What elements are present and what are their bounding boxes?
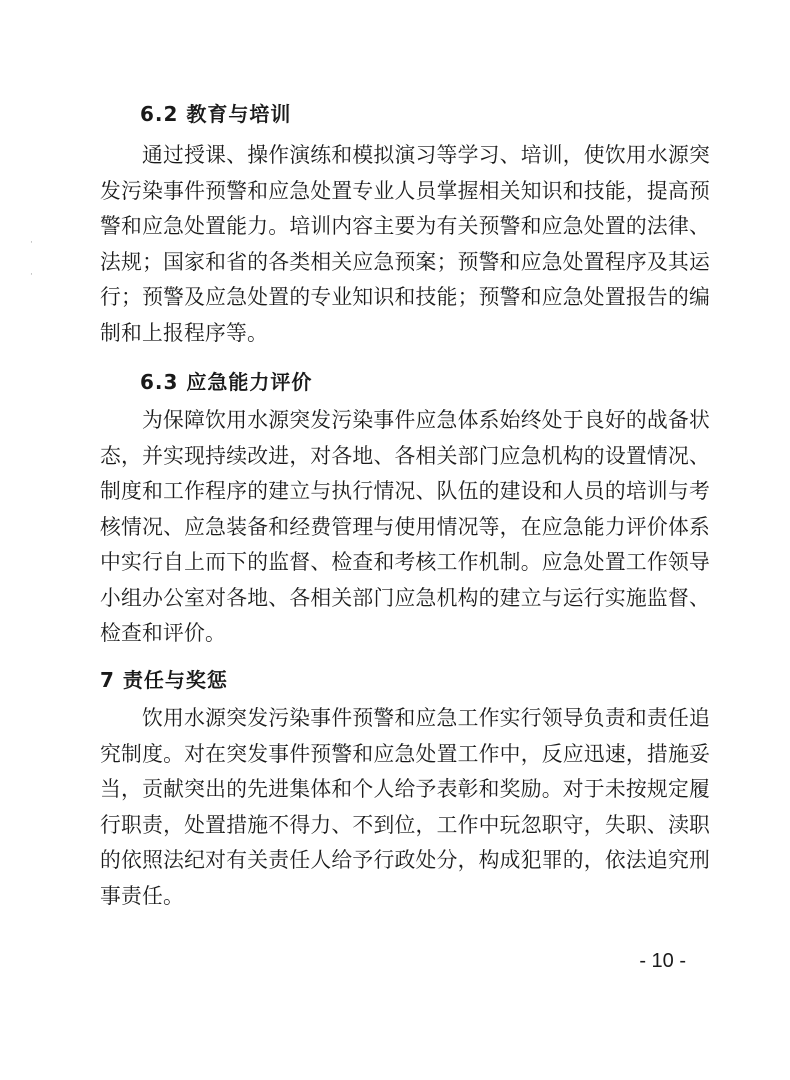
section-heading-7: 7 责任与奖惩: [100, 668, 228, 692]
page-number: - 10 -: [639, 950, 686, 972]
scan-speck: ·: [30, 238, 33, 248]
section-paragraph-7: 饮用水源突发污染事件预警和应急工作实行领导负责和责任追究制度。对在突发事件预警和应急处置工作中，反应迅速，措施妥当，贡献突出的先进集体和个人给予表彰和奖励。对于未按规定履行职责，处置措施不得力、不到位，工作中玩忽职守，失职、渎职的依照法纪对有关责任人给予行政处分，构成犯罪的，依法追究刑事责任。: [100, 706, 710, 908]
section-paragraph-6-3: 为保障饮用水源突发污染事件应急体系始终处于良好的战备状态，并实现持续改进，对各地、各相关部门应急机构的设置情况、制度和工作程序的建立与执行情况、队伍的建设和人员的培训与考核情况、应急装备和经费管理与使用情况等，在应急能力评价体系中实行自上而下的监督、检查和考核工作机制。应急处置工作领导小组办公室对各地、各相关部门应急机构的建立与运行实施监督、检查和评价。: [100, 408, 710, 645]
section-heading-6-3: 6.3 应急能力评价: [140, 370, 313, 394]
section-paragraph-6-2: 通过授课、操作演练和模拟演习等学习、培训，使饮用水源突发污染事件预警和应急处置专业人员掌握相关知识和技能，提高预警和应急处置能力。培训内容主要为有关预警和应急处置的法律、法规；国家和省的各类相关应急预案；预警和应急处置程序及其运行；预警及应急处置的专业知识和技能；预警和应急处置报告的编制和上报程序等。: [100, 143, 710, 345]
scan-speck: ·: [30, 270, 33, 280]
section-heading-6-2: 6.2 教育与培训: [140, 102, 292, 126]
